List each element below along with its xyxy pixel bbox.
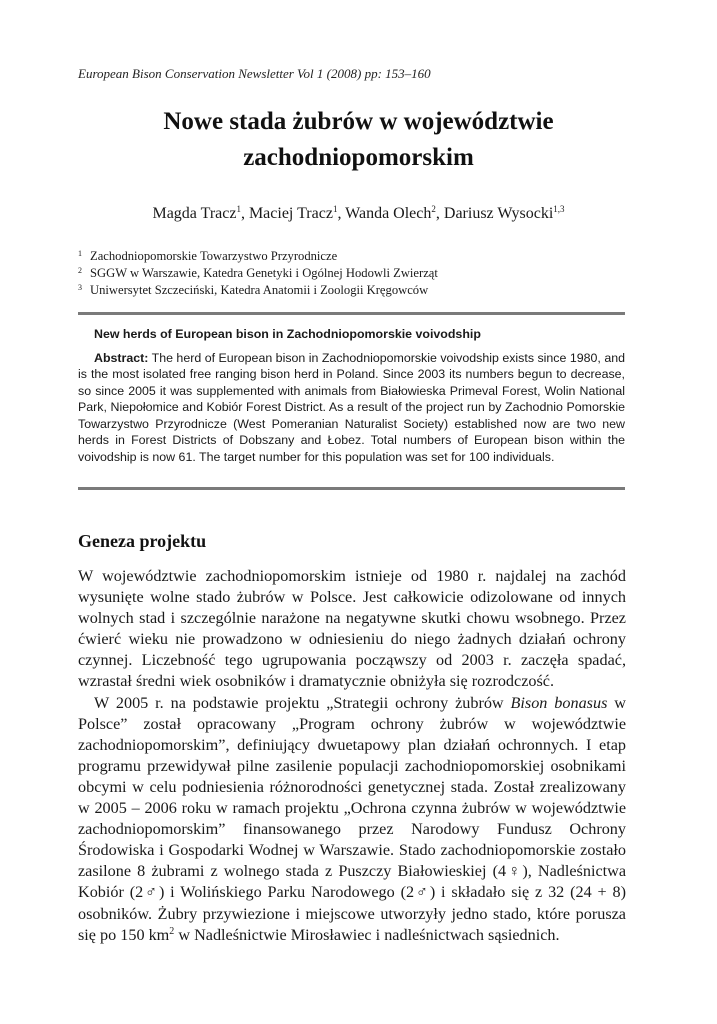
title-line-2: zachodniopomorskim [243, 144, 474, 171]
author-list [60, 204, 657, 223]
abstract-bottom-rule [78, 487, 625, 490]
abstract-text: Abstract: The herd of European bison in Zachodniopomorskie voivodship exists since 1980, and is the most isolated free ranging bison herd in Poland. Since 2003 its numbers begun to decrease, so since 2005 it was supplemented with animals from Białowieska Primeval Forest, Wolin National Park, Niepołomice and Kobiór Forest District. As a result of the project run by Zachodnio Pomorskie Towarzystwo Przyrodnicze (West Pomeranian Naturalist Society) established now are two new herds in Forest Districts of Dobszany and Łobez. Total numbers of European bison within the voivodship is now 61. The target number for this population was set for 100 individuals. [78, 350, 625, 464]
affiliation-item: 2 SGGW w Warszawie, Katedra Genetyki i Ogólnej Hodowli Zwierząt [78, 266, 438, 280]
affiliation-list [78, 248, 438, 299]
abstract-top-rule [78, 312, 625, 315]
body-paragraph-1: W województwie zachodniopomorskim istnieje od 1980 r. najdalej na zachód wysunięte wolne stado żubrów w Polsce. Jest całkowicie odizolowane od innych wolnych stad i szczególnie narażone na negatywne skutki chowu wsobnego. Przez ćwierć wieku nie prowadzono w odniesieniu do niego żadnych działań ochrony czynnej. Liczebność tego ugrupowania począwszy od 2003 r. zaczęła spadać, wzrastał średni wiek osobników i dramatycznie obniżyła się rozrodczość. [78, 567, 626, 691]
affiliation-item: 3 Uniwersytet Szczeciński, Katedra Anatomii i Zoologii Kręgowców [78, 283, 429, 297]
article-title [60, 104, 657, 176]
abstract-block [78, 326, 625, 465]
affiliation-item: 1 Zachodniopomorskie Towarzystwo Przyrodnicze [78, 249, 338, 263]
author: Magda Tracz$^1$, [152, 204, 249, 222]
section-heading: Geneza projektu [78, 531, 207, 551]
abstract-heading: New herds of European bison in Zachodniopomorskie voivodship [94, 327, 481, 341]
body-paragraph-2: W 2005 r. na podstawie projektu „Strategii ochrony żubrów Bison bonasus w Polsce” został opracowany „Program ochrony żubrów w województwie zachodniopomorskim”, definiujący dwuetapowy plan działań ochronnych. I etap programu przewidywał pilne zasilenie populacji zachodniopomorskiej osobnikami obcymi w celu podniesienia różnorodności genetycznej stada. Został zrealizowany w 2005 – 2006 roku w ramach projektu „Ochrona czynna żubrów w województwie zachodniopomorskim” finansowanego przez Narodowy Fundusz Ochrony Środowiska i Gospodarki Wodnej w Warszawie. Stado zachodniopomorskie zostało zasilone 8 żubrami z wolnego stada z Puszczy Białowieskiej (4♀), Nadleśnictwa Kobiór (2♂) i Wolińskiego Parku Narodowego (2♂) i składało się z 32 (24 + 8) osobników. Żubry przywiezione i miejscowe utworzyły jedno stado, które porusza się po 150 $km^2$ w Nadleśnictwie Mirosławiec i nadleśnictwach sąsiednich. [78, 693, 626, 944]
author: Wanda Olech$^2$, [345, 204, 444, 222]
title-line-1: Nowe stada żubrów w województwie [163, 108, 554, 135]
section-body [78, 566, 626, 946]
species-name: Bison bonasus [510, 693, 608, 712]
journal-header: European Bison Conservation Newsletter Vol 1 (2008) pp: 153–160 [78, 66, 431, 81]
author: Maciej Tracz$^1$, [248, 204, 346, 222]
abstract-label: Abstract: [94, 350, 149, 365]
author: Dariusz Wysocki$^{1,3}$ [443, 204, 565, 222]
